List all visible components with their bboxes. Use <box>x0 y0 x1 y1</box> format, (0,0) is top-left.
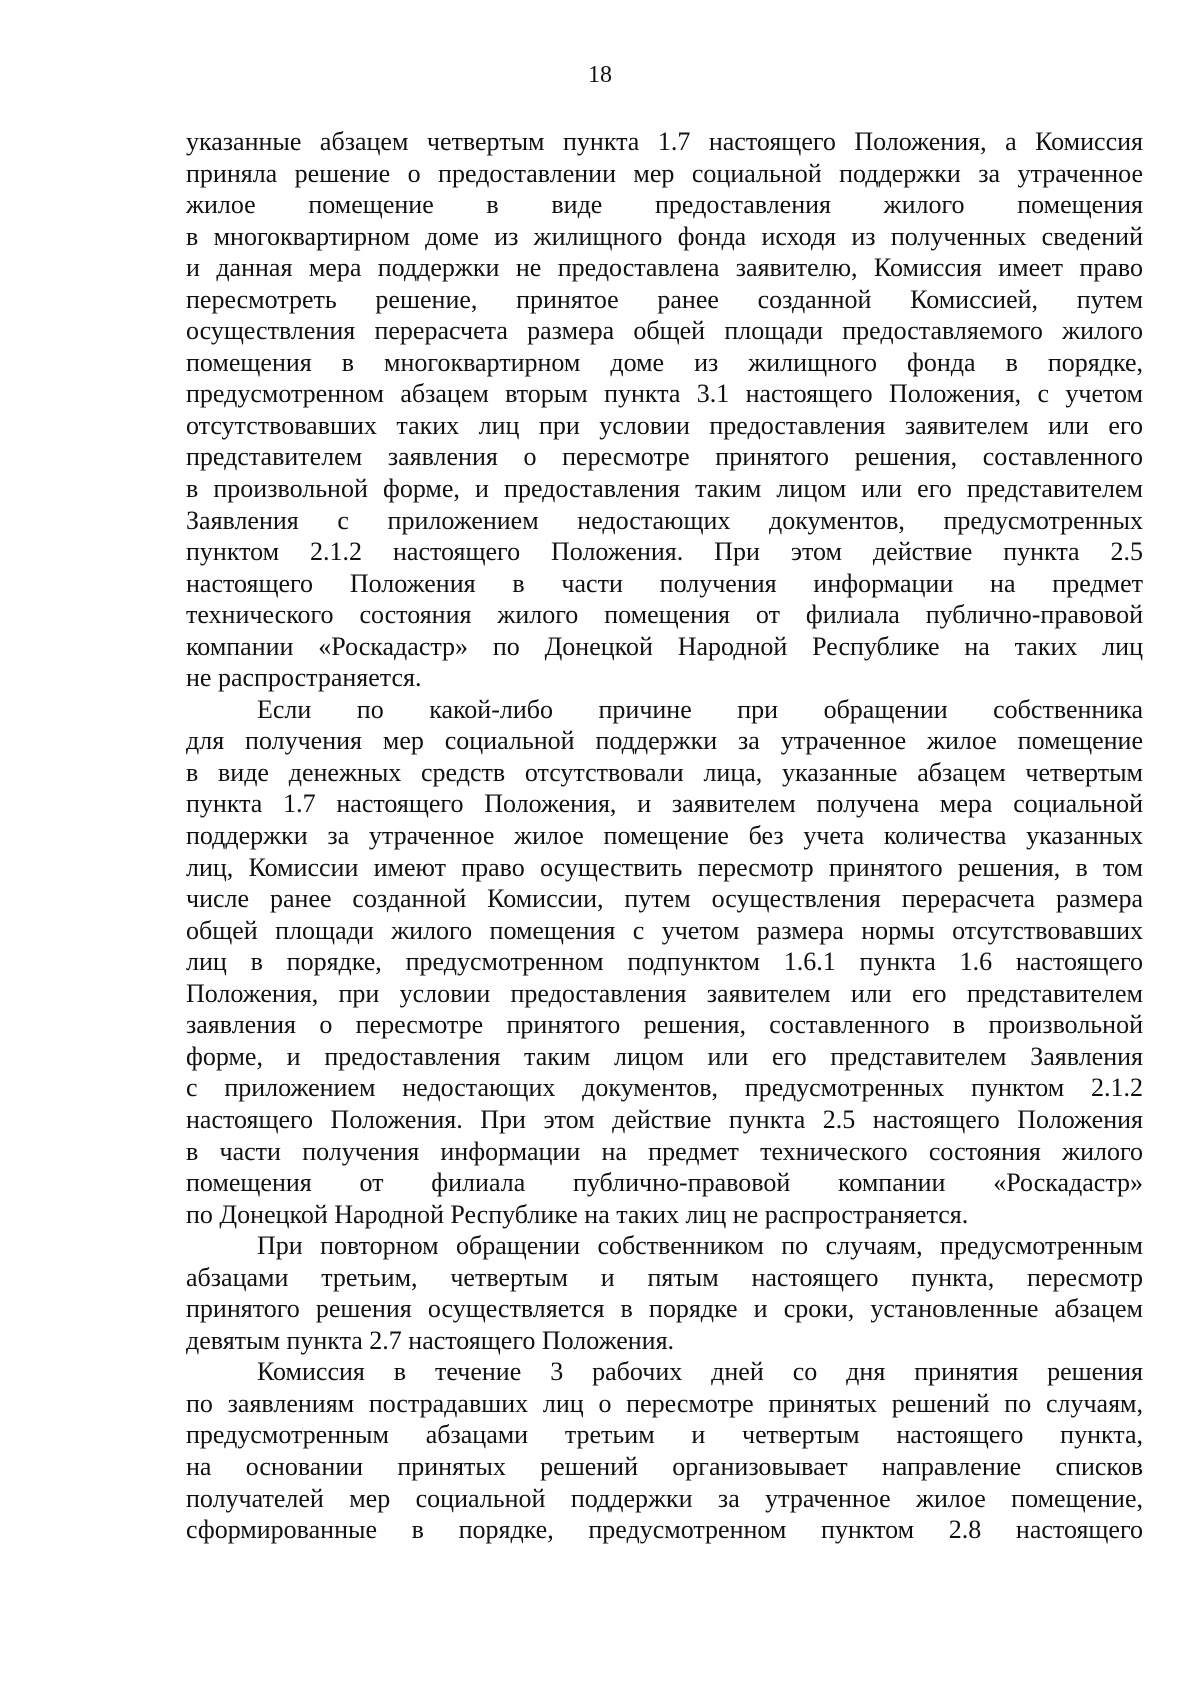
paragraph <box>186 694 1143 1230</box>
text-line: получателей мер социальной поддержки за утраченное жилое помещение, <box>186 1483 1143 1513</box>
text-line: осуществления перерасчета размера общей площади предоставляемого жилого <box>186 316 1143 346</box>
text-line: поддержки за утраченное жилое помещение без учета количества указанных <box>186 821 1143 851</box>
text-line: девятым пункта 2.7 настоящего Положения. <box>186 1325 675 1355</box>
text-line: пересмотреть решение, принятое ранее созданной Комиссией, путем <box>186 284 1143 314</box>
paragraph <box>186 126 1143 694</box>
text-line: для получения мер социальной поддержки за утраченное жилое помещение <box>186 726 1143 756</box>
text-line: технического состояния жилого помещения от филиала публично-правовой <box>186 600 1143 630</box>
text-line: лиц в порядке, предусмотренном подпунктом 1.6.1 пункта 1.6 настоящего <box>186 947 1143 977</box>
paragraph <box>186 1230 1143 1356</box>
text-line: Положения, при условии предоставления заявителем или его представителем <box>186 978 1143 1008</box>
text-line: абзацами третьим, четвертым и пятым настоящего пункта, пересмотр <box>186 1262 1143 1292</box>
text-line: с приложением недостающих документов, предусмотренных пунктом 2.1.2 <box>186 1073 1143 1103</box>
text-line: заявления о пересмотре принятого решения, составленного в произвольной <box>186 1010 1143 1040</box>
text-line: компании «Роскадастр» по Донецкой Народной Республике на таких лиц <box>186 631 1143 661</box>
text-line: принятого решения осуществляется в порядке и сроки, установленные абзацем <box>186 1294 1143 1324</box>
text-line: в виде денежных средств отсутствовали лица, указанные абзацем четвертым <box>186 757 1143 787</box>
text-line: пунктом 2.1.2 настоящего Положения. При этом действие пункта 2.5 <box>186 537 1143 567</box>
text-line: настоящего Положения. При этом действие пункта 2.5 настоящего Положения <box>186 1104 1143 1134</box>
text-line: указанные абзацем четвертым пункта 1.7 настоящего Положения, а Комиссия <box>186 127 1143 156</box>
text-line: приняла решение о предоставлении мер социальной поддержки за утраченное <box>186 158 1143 188</box>
text-line: общей площади жилого помещения с учетом размера нормы отсутствовавших <box>186 915 1143 945</box>
text-line: в части получения информации на предмет технического состояния жилого <box>186 1136 1143 1166</box>
text-line: настоящего Положения в части получения информации на предмет <box>186 568 1143 598</box>
text-line: форме, и предоставления таким лицом или его представителем Заявления <box>186 1041 1143 1071</box>
text-line: Заявления с приложением недостающих документов, предусмотренных <box>186 505 1143 535</box>
text-line: в произвольной форме, и предоставления таким лицом или его представителем <box>186 474 1143 504</box>
text-line: предусмотренном абзацем вторым пункта 3.1 настоящего Положения, с учетом <box>186 379 1143 409</box>
text-line: помещения от филиала публично-правовой компании «Роскадастр» <box>186 1168 1143 1198</box>
paragraph <box>186 1356 1143 1545</box>
text-line: жилое помещение в виде предоставления жилого помещения <box>186 190 1143 220</box>
text-line: по Донецкой Народной Республике на таких лиц не распространяется. <box>186 1199 969 1229</box>
text-line: лиц, Комиссии имеют право осуществить пересмотр принятого решения, в том <box>186 852 1143 882</box>
text-line: Комиссия в течение 3 рабочих дней со дня принятия решения <box>257 1357 1143 1387</box>
text-line: по заявлениям пострадавших лиц о пересмотре принятых решений по случаям, <box>186 1388 1143 1418</box>
text-line: числе ранее созданной Комиссии, путем осуществления перерасчета размера <box>186 884 1143 914</box>
text-line: При повторном обращении собственником по случаям, предусмотренным <box>257 1231 1143 1261</box>
document-body <box>186 126 1143 1546</box>
text-line: пункта 1.7 настоящего Положения, и заявителем получена мера социальной <box>186 789 1143 819</box>
text-line: представителем заявления о пересмотре принятого решения, составленного <box>186 442 1143 472</box>
text-line: помещения в многоквартирном доме из жилищного фонда в порядке, <box>186 347 1143 377</box>
text-line: на основании принятых решений организовывает направление списков <box>186 1451 1143 1481</box>
text-line: Если по какой-либо причине при обращении собственника <box>257 694 1143 724</box>
text-line: предусмотренным абзацами третьим и четвертым настоящего пункта, <box>186 1420 1143 1450</box>
text-line: сформированные в порядке, предусмотренном пунктом 2.8 настоящего <box>186 1515 1143 1545</box>
text-line: отсутствовавших таких лиц при условии предоставления заявителем или его <box>186 410 1143 440</box>
text-line: в многоквартирном доме из жилищного фонда исходя из полученных сведений <box>186 221 1143 251</box>
text-line: и данная мера поддержки не предоставлена заявителю, Комиссия имеет право <box>186 253 1143 283</box>
text-line: не распространяется. <box>186 663 422 693</box>
page-number: 18 <box>588 62 612 88</box>
